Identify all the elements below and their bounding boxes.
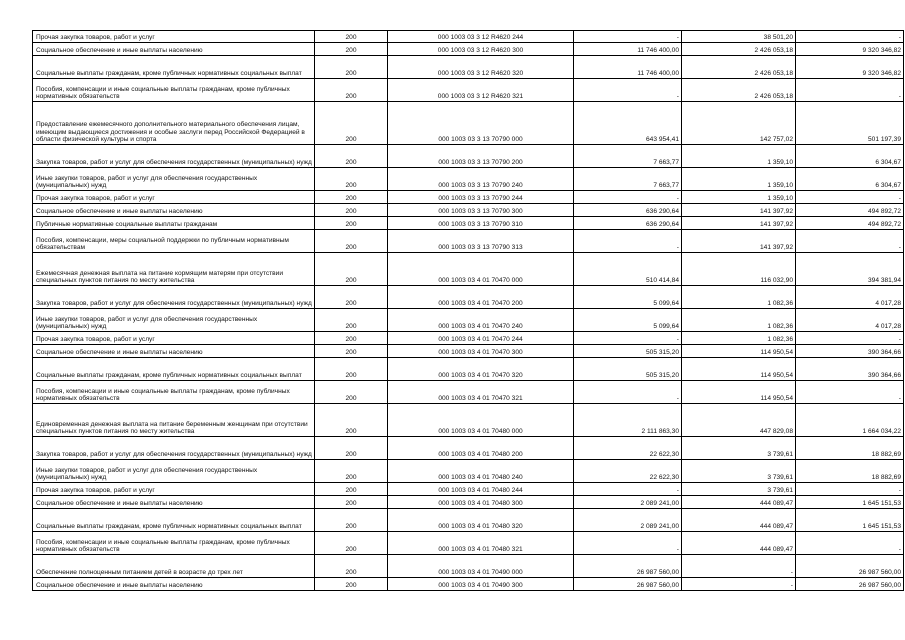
unexecuted-amount-cell: - [796,191,904,204]
unexecuted-amount-cell: 6 304,67 [796,168,904,191]
unexecuted-amount-cell: 18 882,69 [796,437,904,460]
row-name-cell: Пособия, компенсации и иные социальные выплаты гражданам, кроме публичных нормативных обязательств [33,79,315,102]
line-code-cell: 200 [315,230,388,253]
approved-amount-cell: 505 315,20 [574,345,682,358]
unexecuted-amount-cell: 1 645 151,53 [796,509,904,532]
line-code-cell: 200 [315,358,388,381]
budget-code-cell: 000 1003 03 3 13 70790 310 [388,217,574,230]
executed-amount-cell: 3 739,61 [682,437,796,460]
row-name-cell: Социальное обеспечение и иные выплаты населению [33,43,315,56]
executed-amount-cell: 444 089,47 [682,532,796,555]
budget-code-cell: 000 1003 03 3 12 R4620 321 [388,79,574,102]
approved-amount-cell: - [574,79,682,102]
executed-amount-cell: 114 950,54 [682,381,796,404]
row-name-cell: Социальное обеспечение и иные выплаты населению [33,204,315,217]
unexecuted-amount-cell: 26 987 560,00 [796,555,904,578]
executed-amount-cell: 114 950,54 [682,345,796,358]
unexecuted-amount-cell: - [796,332,904,345]
row-name-cell: Иные закупки товаров, работ и услуг для обеспечения государственных (муниципальных) нужд [33,309,315,332]
executed-amount-cell: 444 089,47 [682,509,796,532]
executed-amount-cell: 1 359,10 [682,168,796,191]
unexecuted-amount-cell: - [796,31,904,43]
line-code-cell: 200 [315,404,388,437]
line-code-cell: 200 [315,43,388,56]
approved-amount-cell: - [574,230,682,253]
approved-amount-cell: 510 414,84 [574,253,682,286]
row-name-cell: Обеспечение полноценным питанием детей в возрасте до трех лет [33,555,315,578]
unexecuted-amount-cell: 26 987 560,00 [796,578,904,591]
budget-code-cell: 000 1003 03 3 13 70790 300 [388,204,574,217]
budget-code-cell: 000 1003 03 4 01 70480 300 [388,496,574,509]
approved-amount-cell: - [574,532,682,555]
table-row [33,555,904,578]
line-code-cell: 200 [315,381,388,404]
budget-code-cell: 000 1003 03 4 01 70480 240 [388,460,574,483]
unexecuted-amount-cell: 9 320 346,82 [796,43,904,56]
approved-amount-cell: - [574,483,682,496]
row-name-cell: Иные закупки товаров, работ и услуг для обеспечения государственных (муниципальных) нужд [33,460,315,483]
approved-amount-cell: 643 954,41 [574,102,682,145]
line-code-cell: 200 [315,332,388,345]
row-name-cell: Социальное обеспечение и иные выплаты населению [33,345,315,358]
unexecuted-amount-cell: 4 017,28 [796,309,904,332]
executed-amount-cell: 141 397,92 [682,204,796,217]
line-code-cell: 200 [315,555,388,578]
unexecuted-amount-cell: 390 364,66 [796,358,904,381]
table-row [33,56,904,79]
row-name-cell: Прочая закупка товаров, работ и услуг [33,191,315,204]
approved-amount-cell: - [574,191,682,204]
approved-amount-cell: 636 290,64 [574,204,682,217]
approved-amount-cell: 5 099,64 [574,286,682,309]
executed-amount-cell: 1 082,36 [682,332,796,345]
table-row [33,217,904,230]
approved-amount-cell: 26 987 560,00 [574,555,682,578]
row-name-cell: Единовременная денежная выплата на питание беременным женщинам при отсутствии специальных пунктов питания по месту жительства [33,404,315,437]
budget-code-cell: 000 1003 03 4 01 70480 321 [388,532,574,555]
table-body [33,31,904,591]
approved-amount-cell: 11 746 400,00 [574,56,682,79]
executed-amount-cell: 444 089,47 [682,496,796,509]
line-code-cell: 200 [315,31,388,43]
table-row [33,496,904,509]
executed-amount-cell: 141 397,92 [682,217,796,230]
executed-amount-cell: 38 501,20 [682,31,796,43]
unexecuted-amount-cell: - [796,79,904,102]
row-name-cell: Социальные выплаты гражданам, кроме публичных нормативных социальных выплат [33,358,315,381]
line-code-cell: 200 [315,217,388,230]
budget-code-cell: 000 1003 03 4 01 70480 000 [388,404,574,437]
line-code-cell: 200 [315,532,388,555]
budget-execution-table [32,30,904,591]
table-row [33,460,904,483]
row-name-cell: Пособия, компенсации и иные социальные выплаты гражданам, кроме публичных нормативных обязательств [33,532,315,555]
budget-code-cell: 000 1003 03 3 13 70790 244 [388,191,574,204]
unexecuted-amount-cell: 4 017,28 [796,286,904,309]
line-code-cell: 200 [315,286,388,309]
row-name-cell: Ежемесячная денежная выплата на питание кормящим матерям при отсутствии специальных пунктов питания по месту жительства [33,253,315,286]
unexecuted-amount-cell: - [796,532,904,555]
table-row [33,204,904,217]
line-code-cell: 200 [315,509,388,532]
table-row [33,578,904,591]
executed-amount-cell: 1 082,36 [682,286,796,309]
line-code-cell: 200 [315,204,388,217]
budget-code-cell: 000 1003 03 3 13 70790 240 [388,168,574,191]
executed-amount-cell: 1 082,36 [682,309,796,332]
line-code-cell: 200 [315,345,388,358]
table-row [33,31,904,43]
approved-amount-cell: 7 663,77 [574,145,682,168]
budget-code-cell: 000 1003 03 4 01 70470 200 [388,286,574,309]
table-row [33,168,904,191]
approved-amount-cell: 26 987 560,00 [574,578,682,591]
row-name-cell: Предоставление ежемесячного дополнительного материального обеспечения лицам, имеющим выдающиеся достижения и особые заслуги перед Российской Федерацией в области физической культуры и спорта [33,102,315,145]
table-row [33,230,904,253]
row-name-cell: Закупка товаров, работ и услуг для обеспечения государственных (муниципальных) нужд [33,286,315,309]
budget-code-cell: 000 1003 03 3 13 70790 000 [388,102,574,145]
unexecuted-amount-cell: 18 882,69 [796,460,904,483]
approved-amount-cell: 7 663,77 [574,168,682,191]
budget-code-cell: 000 1003 03 4 01 70470 320 [388,358,574,381]
row-name-cell: Закупка товаров, работ и услуг для обеспечения государственных (муниципальных) нужд [33,145,315,168]
approved-amount-cell: 505 315,20 [574,358,682,381]
budget-code-cell: 000 1003 03 4 01 70480 244 [388,483,574,496]
unexecuted-amount-cell: 390 364,66 [796,345,904,358]
row-name-cell: Социальное обеспечение и иные выплаты населению [33,578,315,591]
unexecuted-amount-cell: 494 892,72 [796,204,904,217]
executed-amount-cell: 2 426 053,18 [682,43,796,56]
budget-code-cell: 000 1003 03 3 12 R4620 320 [388,56,574,79]
line-code-cell: 200 [315,309,388,332]
row-name-cell: Социальное обеспечение и иные выплаты населению [33,496,315,509]
line-code-cell: 200 [315,102,388,145]
unexecuted-amount-cell: - [796,483,904,496]
unexecuted-amount-cell: 494 892,72 [796,217,904,230]
executed-amount-cell: 116 032,90 [682,253,796,286]
budget-code-cell: 000 1003 03 4 01 70470 000 [388,253,574,286]
line-code-cell: 200 [315,56,388,79]
table-row [33,532,904,555]
table-row [33,309,904,332]
unexecuted-amount-cell: 1 664 034,22 [796,404,904,437]
budget-code-cell: 000 1003 03 3 12 R4620 244 [388,31,574,43]
row-name-cell: Прочая закупка товаров, работ и услуг [33,31,315,43]
table-row [33,345,904,358]
row-name-cell: Публичные нормативные социальные выплаты гражданам [33,217,315,230]
executed-amount-cell: 141 397,92 [682,230,796,253]
budget-code-cell: 000 1003 03 3 13 70790 200 [388,145,574,168]
unexecuted-amount-cell: 9 320 346,82 [796,56,904,79]
line-code-cell: 200 [315,578,388,591]
executed-amount-cell: 114 950,54 [682,358,796,381]
line-code-cell: 200 [315,483,388,496]
table-row [33,404,904,437]
executed-amount-cell: - [682,578,796,591]
row-name-cell: Прочая закупка товаров, работ и услуг [33,483,315,496]
approved-amount-cell: 2 089 241,00 [574,509,682,532]
budget-code-cell: 000 1003 03 4 01 70480 200 [388,437,574,460]
budget-code-cell: 000 1003 03 4 01 70470 244 [388,332,574,345]
table-row [33,79,904,102]
line-code-cell: 200 [315,253,388,286]
unexecuted-amount-cell: - [796,230,904,253]
executed-amount-cell: 1 359,10 [682,145,796,168]
approved-amount-cell: 2 111 863,30 [574,404,682,437]
executed-amount-cell: - [682,555,796,578]
table-row [33,43,904,56]
row-name-cell: Социальные выплаты гражданам, кроме публичных нормативных социальных выплат [33,56,315,79]
approved-amount-cell: - [574,332,682,345]
line-code-cell: 200 [315,191,388,204]
approved-amount-cell: 5 099,64 [574,309,682,332]
executed-amount-cell: 447 829,08 [682,404,796,437]
row-name-cell: Закупка товаров, работ и услуг для обеспечения государственных (муниципальных) нужд [33,437,315,460]
table-row [33,509,904,532]
executed-amount-cell: 2 426 053,18 [682,56,796,79]
executed-amount-cell: 142 757,02 [682,102,796,145]
executed-amount-cell: 2 426 053,18 [682,79,796,102]
approved-amount-cell: 636 290,64 [574,217,682,230]
approved-amount-cell: - [574,381,682,404]
line-code-cell: 200 [315,145,388,168]
budget-code-cell: 000 1003 03 4 01 70470 321 [388,381,574,404]
approved-amount-cell: 11 746 400,00 [574,43,682,56]
table-row [33,437,904,460]
executed-amount-cell: 3 739,61 [682,460,796,483]
line-code-cell: 200 [315,460,388,483]
executed-amount-cell: 3 739,61 [682,483,796,496]
budget-code-cell: 000 1003 03 4 01 70480 320 [388,509,574,532]
table-row [33,358,904,381]
table-row [33,286,904,309]
approved-amount-cell: 22 622,30 [574,460,682,483]
table-row [33,102,904,145]
budget-code-cell: 000 1003 03 3 13 70790 313 [388,230,574,253]
table-row [33,253,904,286]
table-row [33,483,904,496]
unexecuted-amount-cell: - [796,381,904,404]
unexecuted-amount-cell: 6 304,67 [796,145,904,168]
row-name-cell: Пособия, компенсации, меры социальной поддержки по публичным нормативным обязательствам [33,230,315,253]
table-row [33,381,904,404]
budget-code-cell: 000 1003 03 4 01 70470 240 [388,309,574,332]
approved-amount-cell: 2 089 241,00 [574,496,682,509]
table-row [33,191,904,204]
line-code-cell: 200 [315,437,388,460]
line-code-cell: 200 [315,168,388,191]
line-code-cell: 200 [315,496,388,509]
unexecuted-amount-cell: 394 381,94 [796,253,904,286]
table-row [33,332,904,345]
row-name-cell: Пособия, компенсации и иные социальные выплаты гражданам, кроме публичных нормативных обязательств [33,381,315,404]
budget-code-cell: 000 1003 03 4 01 70490 000 [388,555,574,578]
unexecuted-amount-cell: 1 645 151,53 [796,496,904,509]
approved-amount-cell: 22 622,30 [574,437,682,460]
row-name-cell: Иные закупки товаров, работ и услуг для обеспечения государственных (муниципальных) нужд [33,168,315,191]
budget-code-cell: 000 1003 03 3 12 R4620 300 [388,43,574,56]
row-name-cell: Прочая закупка товаров, работ и услуг [33,332,315,345]
budget-code-cell: 000 1003 03 4 01 70490 300 [388,578,574,591]
line-code-cell: 200 [315,79,388,102]
approved-amount-cell: - [574,31,682,43]
table-row [33,145,904,168]
budget-code-cell: 000 1003 03 4 01 70470 300 [388,345,574,358]
unexecuted-amount-cell: 501 197,39 [796,102,904,145]
executed-amount-cell: 1 359,10 [682,191,796,204]
row-name-cell: Социальные выплаты гражданам, кроме публичных нормативных социальных выплат [33,509,315,532]
